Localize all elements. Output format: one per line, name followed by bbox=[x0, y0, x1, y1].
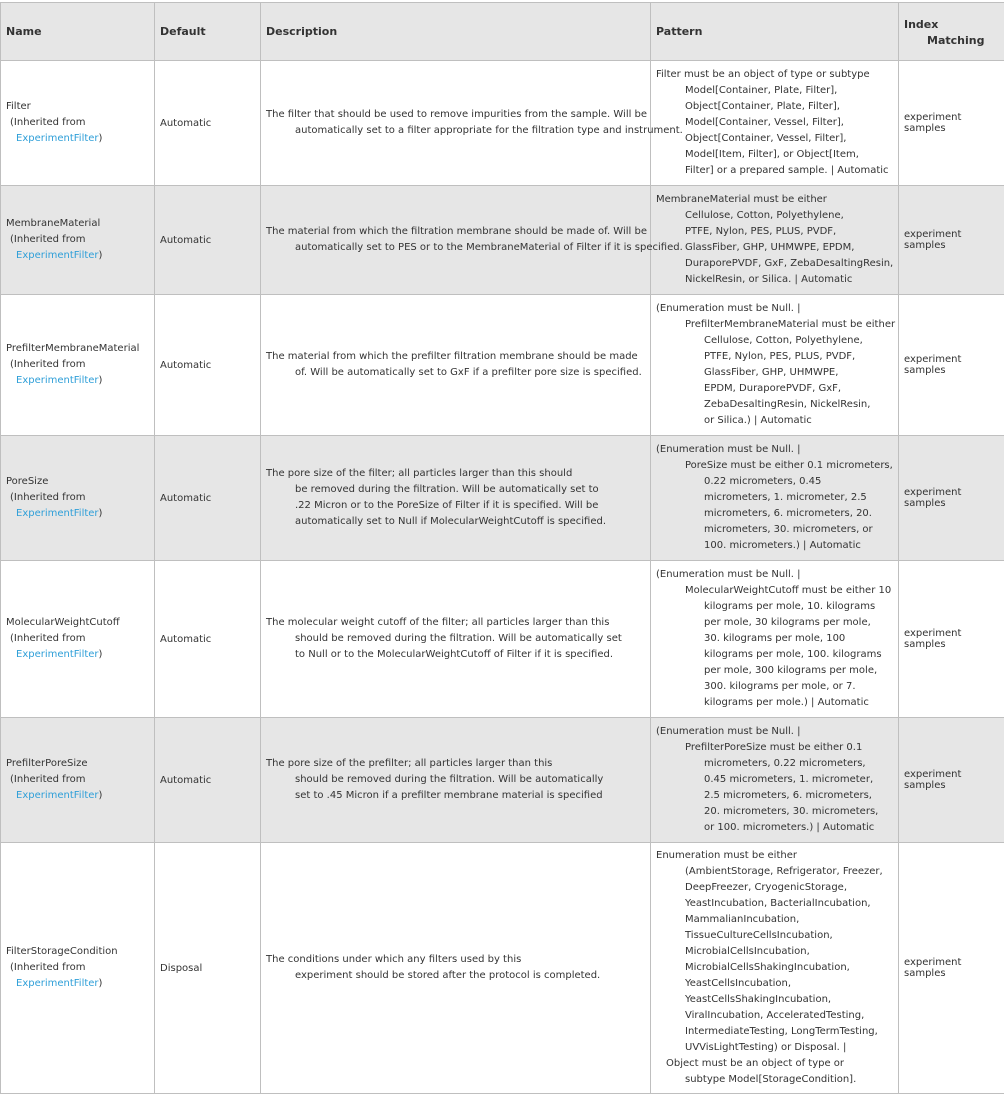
pattern-cell: (Enumeration must be Null. | PoreSize must be either 0.1 micrometers, 0.22 micrometers, 0.45 micrometers, 1. micrometer, 2.5 micrometers, 6. micrometers, 20. micrometers, 30. micrometers, or 100. micrometers.) | Automatic bbox=[651, 436, 899, 561]
option-name: MembraneMaterial bbox=[6, 216, 149, 232]
options-table bbox=[0, 2, 1004, 1094]
inherited-label: (Inherited from bbox=[6, 357, 149, 373]
table-row bbox=[1, 295, 1004, 436]
name-cell bbox=[1, 61, 155, 186]
header-row bbox=[1, 3, 1004, 61]
table-row bbox=[1, 436, 1004, 561]
option-name: Filter bbox=[6, 99, 149, 115]
experiment-filter-link[interactable]: ExperimentFilter) bbox=[6, 131, 149, 147]
pattern-cell: MembraneMaterial must be either Cellulose, Cotton, Polyethylene, PTFE, Nylon, PES, PLUS, PVDF, GlassFiber, GHP, UHMWPE, EPDM, DuraporePVDF, GxF, ZebaDesaltingResin, NickelResin, or Silica. | Automatic bbox=[651, 186, 899, 295]
index-cell: experiment samples bbox=[899, 295, 1004, 436]
inherited-label: (Inherited from bbox=[6, 232, 149, 248]
option-name: MolecularWeightCutoff bbox=[6, 615, 149, 631]
header-index-matching bbox=[899, 3, 1004, 61]
header-pattern: Pattern bbox=[651, 3, 899, 61]
index-cell: experiment samples bbox=[899, 561, 1004, 718]
option-name: FilterStorageCondition bbox=[6, 944, 149, 960]
inherited-label: (Inherited from bbox=[6, 960, 149, 976]
name-cell bbox=[1, 718, 155, 843]
name-cell bbox=[1, 843, 155, 1094]
index-cell: experiment samples bbox=[899, 186, 1004, 295]
table-row bbox=[1, 61, 1004, 186]
experiment-filter-link[interactable]: ExperimentFilter) bbox=[6, 248, 149, 264]
name-cell bbox=[1, 436, 155, 561]
default-cell: Automatic bbox=[155, 718, 261, 843]
description-cell: The conditions under which any filters used by this experiment should be stored after the protocol is completed. bbox=[261, 843, 651, 1094]
option-name: PoreSize bbox=[6, 474, 149, 490]
default-cell: Automatic bbox=[155, 295, 261, 436]
name-cell bbox=[1, 295, 155, 436]
description-cell: The pore size of the filter; all particles larger than this should be removed during the filtration. Will be automatically set to .22 Micron or to the PoreSize of Filter if it is specified. Will be automatically set to Null if MolecularWeightCutoff is specified. bbox=[261, 436, 651, 561]
pattern-cell: (Enumeration must be Null. | PrefilterPoreSize must be either 0.1 micrometers, 0.22 micrometers, 0.45 micrometers, 1. micrometer, 2.5 micrometers, 6. micrometers, 20. micrometers, 30. micrometers, or 100. micrometers.) | Automatic bbox=[651, 718, 899, 843]
description-cell: The pore size of the prefilter; all particles larger than this should be removed during the filtration. Will be automatically set to .45 Micron if a prefilter membrane material is specified bbox=[261, 718, 651, 843]
header-name: Name bbox=[1, 3, 155, 61]
default-cell: Disposal bbox=[155, 843, 261, 1094]
table-row bbox=[1, 718, 1004, 843]
inherited-label: (Inherited from bbox=[6, 631, 149, 647]
option-name: PrefilterPoreSize bbox=[6, 756, 149, 772]
description-cell: The material from which the prefilter filtration membrane should be made of. Will be automatically set to GxF if a prefilter pore size is specified. bbox=[261, 295, 651, 436]
experiment-filter-link[interactable]: ExperimentFilter) bbox=[6, 373, 149, 389]
pattern-cell: (Enumeration must be Null. | MolecularWeightCutoff must be either 10 kilograms per mole, 10. kilograms per mole, 30 kilograms per mole, 30. kilograms per mole, 100 kilograms per mole, 100. kilograms per mole, 300 kilograms per mole, 300. kilograms per mole, or 7. kilograms per mole.) | Automatic bbox=[651, 561, 899, 718]
index-cell: experiment samples bbox=[899, 718, 1004, 843]
inherited-label: (Inherited from bbox=[6, 772, 149, 788]
table-row bbox=[1, 561, 1004, 718]
description-cell: The material from which the filtration membrane should be made of. Will be automatically set to PES or to the MembraneMaterial of Filter if it is specified. bbox=[261, 186, 651, 295]
pattern-cell: (Enumeration must be Null. | PrefilterMembraneMaterial must be either Cellulose, Cotton, Polyethylene, PTFE, Nylon, PES, PLUS, PVDF, GlassFiber, GHP, UHMWPE, EPDM, DuraporePVDF, GxF, ZebaDesaltingResin, NickelResin, or Silica.) | Automatic bbox=[651, 295, 899, 436]
description-cell: The filter that should be used to remove impurities from the sample. Will be automatically set to a filter appropriate for the filtration type and instrument. bbox=[261, 61, 651, 186]
default-cell: Automatic bbox=[155, 561, 261, 718]
header-description: Description bbox=[261, 3, 651, 61]
option-name: PrefilterMembraneMaterial bbox=[6, 341, 149, 357]
experiment-filter-link[interactable]: ExperimentFilter) bbox=[6, 976, 149, 992]
description-cell: The molecular weight cutoff of the filter; all particles larger than this should be removed during the filtration. Will be automatically set to Null or to the MolecularWeightCutoff of Filter if it is specified. bbox=[261, 561, 651, 718]
pattern-cell: Filter must be an object of type or subtype Model[Container, Plate, Filter], Object[Container, Plate, Filter], Model[Container, Vessel, Filter], Object[Container, Vessel, Filter], Model[Item, Filter], or Object[Item, Filter] or a prepared sample. | Automatic bbox=[651, 61, 899, 186]
default-cell: Automatic bbox=[155, 436, 261, 561]
index-cell: experiment samples bbox=[899, 436, 1004, 561]
pattern-cell: Enumeration must be either (AmbientStorage, Refrigerator, Freezer, DeepFreezer, CryogenicStorage, YeastIncubation, BacterialIncubation, MammalianIncubation, TissueCultureCellsIncubation, MicrobialCellsIncubation, MicrobialCellsShakingIncubation, YeastCellsIncubation, YeastCellsShakingIncubation, ViralIncubation, AcceleratedTesting, IntermediateTesting, LongTermTesting, UVVisLightTesting) or Disposal. | Object must be an object of type or subtype Model[StorageCondition]. bbox=[651, 843, 899, 1094]
index-cell: experiment samples bbox=[899, 843, 1004, 1094]
inherited-label: (Inherited from bbox=[6, 115, 149, 131]
table-row bbox=[1, 186, 1004, 295]
default-cell: Automatic bbox=[155, 186, 261, 295]
experiment-filter-link[interactable]: ExperimentFilter) bbox=[6, 788, 149, 804]
name-cell bbox=[1, 186, 155, 295]
header-index-line2: Matching bbox=[904, 33, 999, 49]
experiment-filter-link[interactable]: ExperimentFilter) bbox=[6, 506, 149, 522]
header-index-line1: Index bbox=[904, 18, 938, 31]
table-row bbox=[1, 843, 1004, 1094]
name-cell bbox=[1, 561, 155, 718]
default-cell: Automatic bbox=[155, 61, 261, 186]
experiment-filter-link[interactable]: ExperimentFilter) bbox=[6, 647, 149, 663]
header-default: Default bbox=[155, 3, 261, 61]
inherited-label: (Inherited from bbox=[6, 490, 149, 506]
index-cell: experiment samples bbox=[899, 61, 1004, 186]
